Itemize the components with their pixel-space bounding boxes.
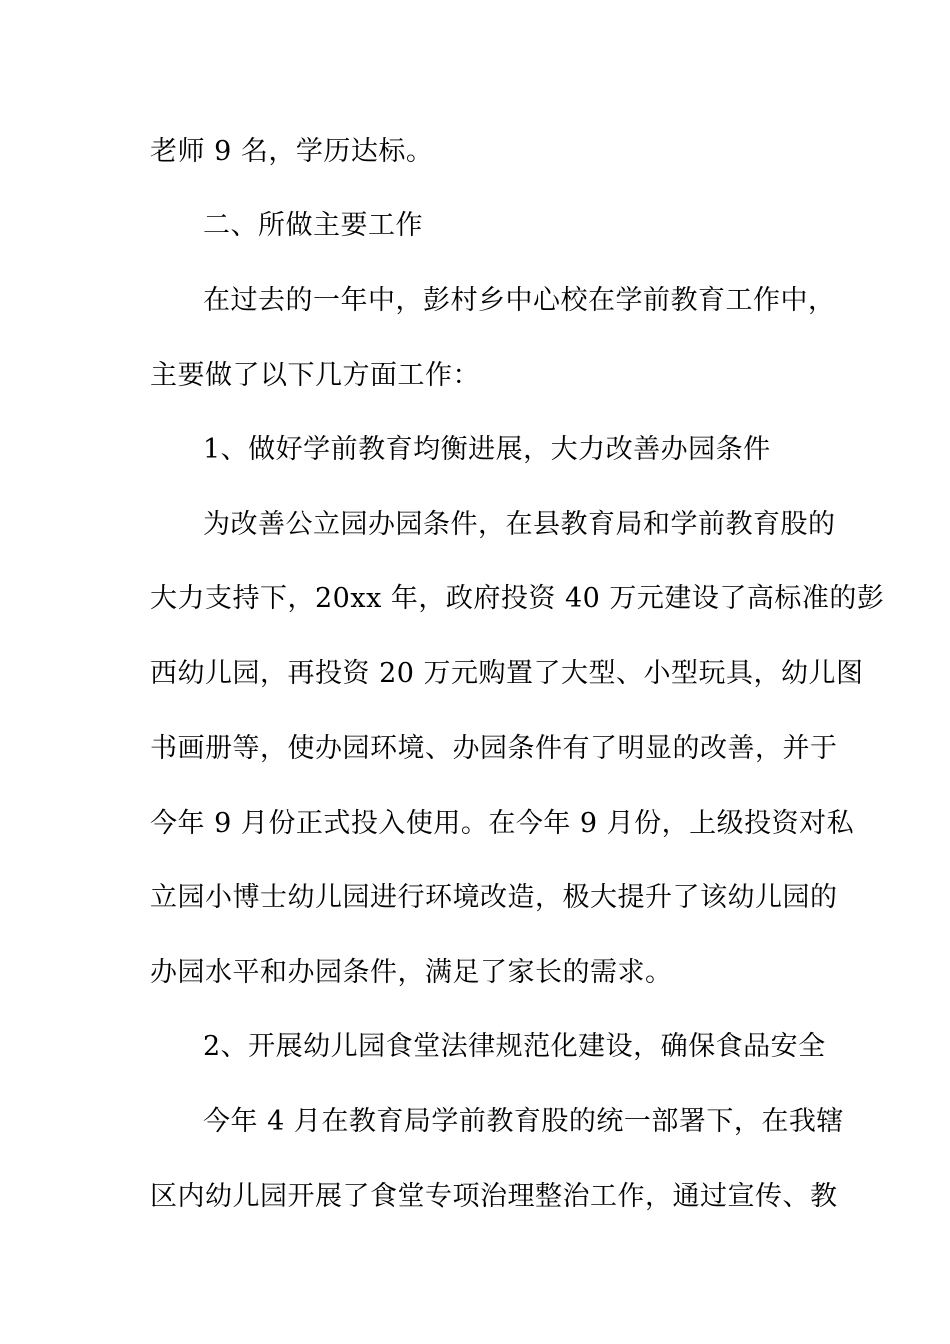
text-line: 今年 4 月在教育局学前教育股的统一部署下，在我辖 [203, 1106, 844, 1137]
text-line: 今年 9 月份正式投入使用。在今年 9 月份，上级投资对私 [150, 808, 855, 839]
subsection-heading: 2、开展幼儿园食堂法律规范化建设，确保食品安全 [203, 1031, 826, 1062]
text-line: 主要做了以下几方面工作： [150, 360, 480, 391]
text-line: 立园小博士幼儿园进行环境改造，极大提升了该幼儿园的 [150, 882, 838, 913]
text-line: 大力支持下，20xx 年，政府投资 40 万元建设了高标准的彭 [150, 583, 885, 614]
text-line: 区内幼儿园开展了食堂专项治理整治工作，通过宣传、教 [150, 1181, 838, 1212]
text-line: 西幼儿园，再投资 20 万元购置了大型、小型玩具，幼儿图 [150, 658, 864, 689]
text-line: 办园水平和办园条件，满足了家长的需求。 [150, 957, 673, 988]
subsection-heading: 1、做好学前教育均衡进展，大力改善办园条件 [203, 434, 771, 465]
text-line: 在过去的一年中，彭村乡中心校在学前教育工作中， [203, 285, 836, 316]
text-line: 书画册等，使办园环境、办园条件有了明显的改善，并于 [150, 733, 838, 764]
text-line: 老师 9 名，学历达标。 [150, 136, 434, 167]
section-heading: 二、所做主要工作 [203, 210, 423, 241]
text-line: 为改善公立园办园条件，在县教育局和学前教育股的 [203, 509, 836, 540]
